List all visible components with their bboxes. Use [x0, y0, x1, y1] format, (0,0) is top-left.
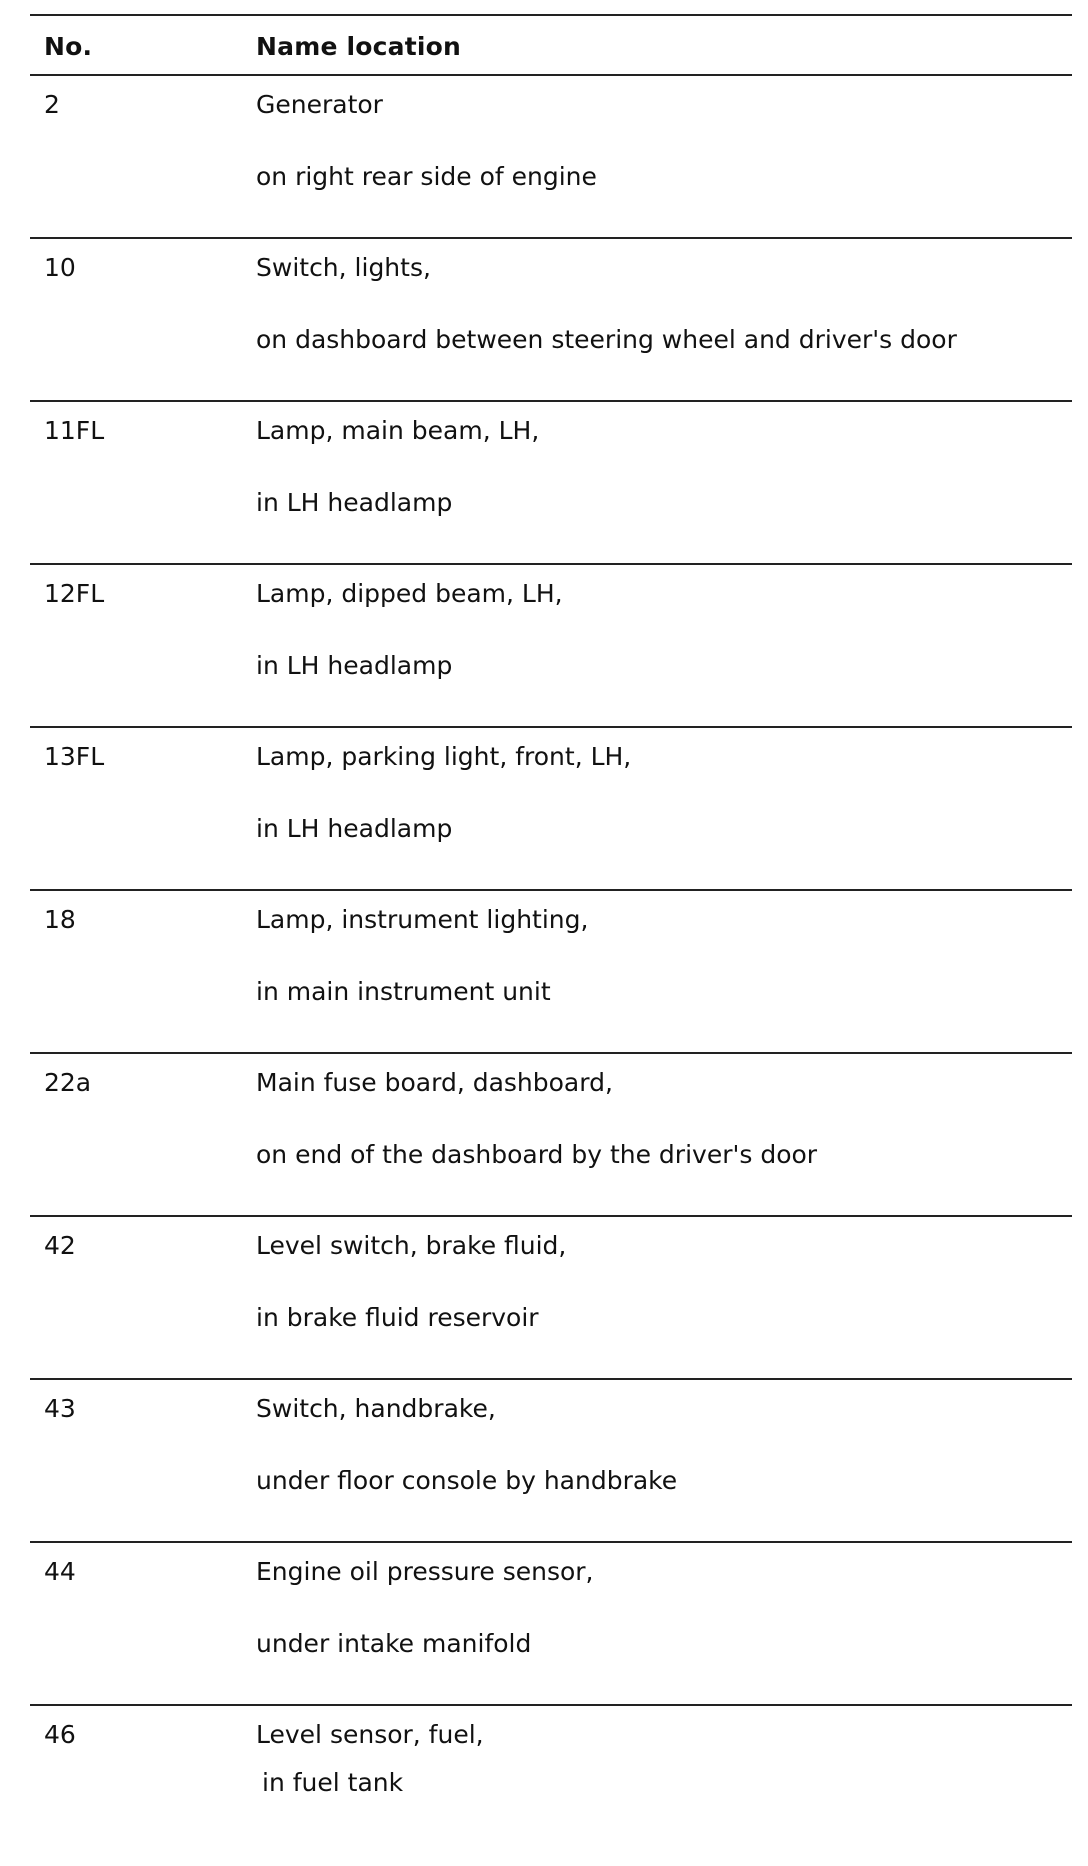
row-name: Lamp, dipped beam, LH, — [256, 579, 563, 608]
row-no: 46 — [44, 1720, 76, 1749]
row-location: on right rear side of engine — [256, 162, 597, 191]
row-name: Level switch, brake fluid, — [256, 1231, 567, 1260]
row-name: Lamp, parking light, front, LH, — [256, 742, 632, 771]
header-name-location: Name location — [256, 32, 462, 61]
row-no: 22a — [44, 1068, 92, 1097]
table-row — [30, 76, 1072, 239]
row-location: in LH headlamp — [256, 651, 453, 680]
row-name: Lamp, instrument lighting, — [256, 905, 589, 934]
table-row — [30, 891, 1072, 1054]
header-no: No. — [44, 32, 93, 61]
row-location: in LH headlamp — [256, 814, 453, 843]
row-name: Switch, lights, — [256, 253, 431, 282]
row-location: under floor console by handbrake — [256, 1466, 678, 1495]
table-row — [30, 565, 1072, 728]
row-location: in fuel tank — [262, 1768, 404, 1797]
row-no: 13FL — [44, 742, 105, 771]
row-name: Engine oil pressure sensor, — [256, 1557, 594, 1586]
row-no: 11FL — [44, 416, 105, 445]
component-table — [30, 14, 1072, 1866]
row-location: in LH headlamp — [256, 488, 453, 517]
table-row — [30, 728, 1072, 891]
row-no: 12FL — [44, 579, 105, 608]
table-row — [30, 239, 1072, 402]
row-location: in brake fluid reservoir — [256, 1303, 539, 1332]
table-row — [30, 1217, 1072, 1380]
row-no: 18 — [44, 905, 76, 934]
row-name: Switch, handbrake, — [256, 1394, 496, 1423]
table-row — [30, 1380, 1072, 1543]
row-no: 2 — [44, 90, 60, 119]
table-row — [30, 1543, 1072, 1706]
table-row — [30, 402, 1072, 565]
row-no: 44 — [44, 1557, 76, 1586]
table-row — [30, 1706, 1072, 1866]
row-name: Level sensor, fuel, — [256, 1720, 484, 1749]
table-row — [30, 1054, 1072, 1217]
row-no: 43 — [44, 1394, 76, 1423]
row-location: in main instrument unit — [256, 977, 551, 1006]
row-location: on dashboard between steering wheel and driver's door — [256, 325, 957, 354]
row-name: Main fuse board, dashboard, — [256, 1068, 613, 1097]
row-location: under intake manifold — [256, 1629, 532, 1658]
table-header — [30, 16, 1072, 76]
row-name: Generator — [256, 90, 383, 119]
row-name: Lamp, main beam, LH, — [256, 416, 540, 445]
row-no: 10 — [44, 253, 76, 282]
row-location: on end of the dashboard by the driver's door — [256, 1140, 818, 1169]
row-no: 42 — [44, 1231, 76, 1260]
